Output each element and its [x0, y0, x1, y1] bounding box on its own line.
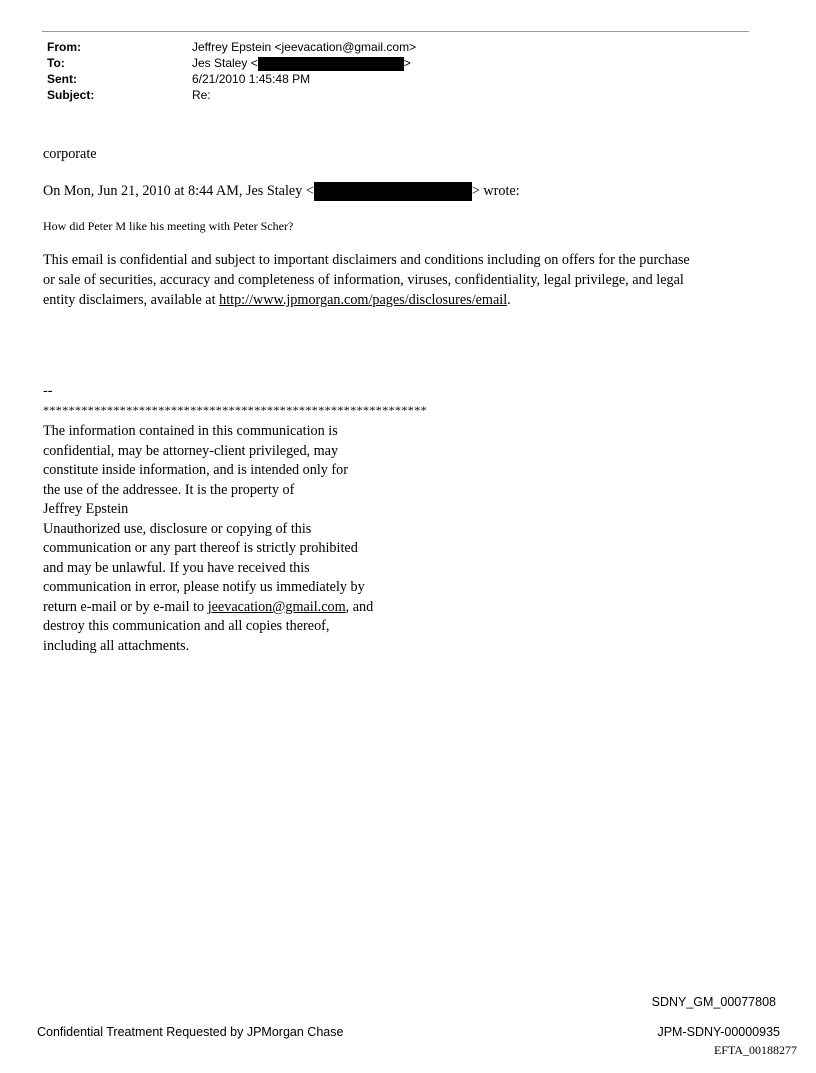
jpm-disclaimer — [43, 250, 763, 310]
bates-efta: EFTA_00188277 — [713, 1043, 797, 1057]
disclaimer-line: or sale of securities, accuracy and completeness of information, viruses, confidentiality, legal privilege, and legal — [43, 272, 684, 288]
notice-line: Unauthorized use, disclosure or copying of this — [43, 520, 312, 537]
to-label: To: — [47, 56, 65, 70]
quote-suffix: > wrote: — [471, 183, 520, 199]
quote-header — [43, 182, 520, 202]
to-value — [192, 56, 411, 71]
redaction-box — [314, 182, 472, 201]
notice-line: including all attachments. — [43, 637, 190, 654]
notice-line: the use of the addressee. It is the property of — [43, 481, 295, 498]
sent-label: Sent: — [47, 72, 77, 86]
bates-sdny: SDNY_GM_00077808 — [651, 995, 776, 1009]
notice-line: constitute inside information, and is intended only for — [43, 462, 348, 478]
disclaimer-suffix: . — [507, 292, 511, 308]
quote-prefix: On Mon, Jun 21, 2010 at 8:44 AM, Jes Staley < — [43, 183, 314, 199]
bates-jpm: JPM-SDNY-00000935 — [657, 1025, 780, 1039]
redaction-box — [258, 57, 404, 71]
notice-line: destroy this communication and all copies thereof, — [43, 618, 330, 634]
signature-stars: ************************************************************ — [43, 403, 427, 417]
disclaimer-line: This email is confidential and subject to important disclaimers and conditions including on offers for the purchase — [43, 252, 690, 268]
subject-label: Subject: — [47, 88, 95, 102]
to-prefix: Jes Staley < — [192, 56, 258, 70]
disclosures-link[interactable]: http://www.jpmorgan.com/pages/disclosures/email — [219, 292, 508, 308]
signature-dashes: -- — [43, 383, 53, 399]
notice-line: Jeffrey Epstein — [43, 501, 129, 517]
notice-email-suffix: , and — [345, 598, 374, 615]
notice-email-prefix: return e-mail or by e-mail to — [43, 598, 208, 615]
confidential-footer: Confidential Treatment Requested by JPMorgan Chase — [37, 1025, 344, 1039]
disclaimer-line — [43, 290, 763, 310]
notice-line: communication in error, please notify us immediately by — [43, 579, 365, 595]
from-value: Jeffrey Epstein <jeevacation@gmail.com> — [192, 40, 417, 54]
header-divider — [42, 31, 749, 32]
reply-text: corporate — [43, 146, 97, 162]
confidentiality-notice — [43, 422, 763, 656]
subject-value: Re: — [192, 88, 211, 102]
disclaimer-prefix: entity disclaimers, available at — [43, 292, 220, 308]
notice-line: The information contained in this communication is — [43, 423, 338, 439]
notice-line — [43, 598, 763, 618]
notice-line: communication or any part thereof is strictly prohibited — [43, 540, 358, 556]
to-suffix: > — [403, 56, 411, 70]
from-label: From: — [47, 40, 81, 54]
notice-email-link[interactable]: jeevacation@gmail.com — [207, 598, 346, 615]
quoted-question: How did Peter M like his meeting with Peter Scher? — [43, 219, 294, 233]
notice-line: confidential, may be attorney-client privileged, may — [43, 442, 339, 459]
notice-line: and may be unlawful. If you have received this — [43, 559, 310, 576]
sent-value: 6/21/2010 1:45:48 PM — [192, 72, 311, 86]
